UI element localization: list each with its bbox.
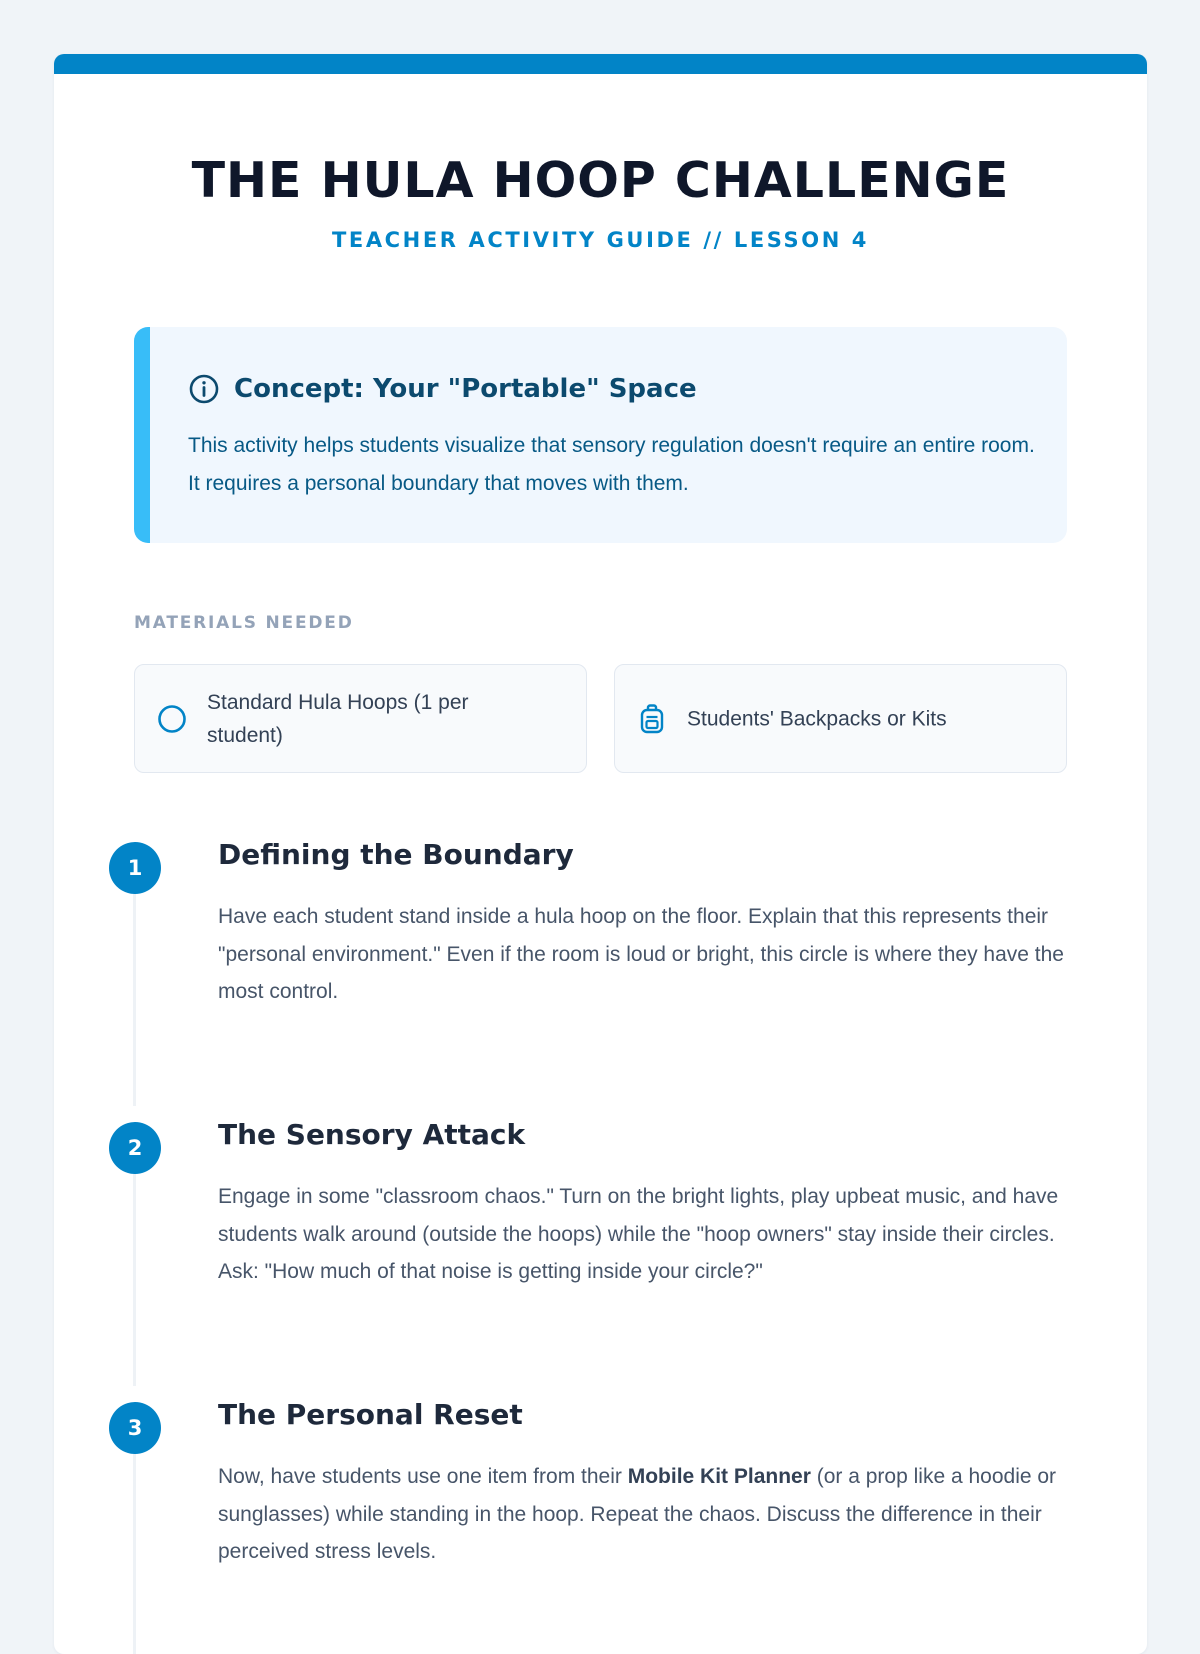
- step-description: Engage in some "classroom chaos." Turn on the bright lights, play upbeat music, and have students walk around (outside the hoops) while the "hoop owners" stay inside their circles. Ask: "How much of that noise is getting inside your circle?": [218, 1185, 1059, 1283]
- step-number-badge: 1: [109, 842, 161, 894]
- mobile-kit-planner-emphasis: Mobile Kit Planner: [627, 1465, 811, 1488]
- step-number-badge: 2: [109, 1122, 161, 1174]
- step-title: The Personal Reset: [218, 1398, 523, 1431]
- page-subtitle: TEACHER ACTIVITY GUIDE // LESSON 4: [331, 228, 870, 252]
- step-description-text: (or a prop like a hoodie or sunglasses) while standing in the hoop. Repeat the chaos. Discuss the difference in their perceived stress levels.: [218, 1465, 1057, 1563]
- page-title: THE HULA HOOP CHALLENGE: [191, 152, 1010, 209]
- info-icon: [188, 373, 220, 405]
- hoop-circle-icon: [155, 702, 189, 736]
- step-description-text: Now, have students use one item from their: [218, 1465, 628, 1488]
- concept-title: Concept: Your "Portable" Space: [234, 374, 697, 404]
- concept-header: [188, 373, 697, 405]
- material-item-backpacks: [614, 664, 1067, 773]
- step-description: [218, 1458, 1078, 1571]
- concept-callout: [134, 327, 1067, 543]
- step-title: The Sensory Attack: [218, 1118, 526, 1151]
- card-accent-bar: [54, 54, 1147, 74]
- material-item-label: Standard Hula Hoops (1 per student): [207, 690, 469, 747]
- step-description: Have each student stand inside a hula hoop on the floor. Explain that this represents their "personal environment." Even if the room is loud or bright, this circle is where they have the most control.: [218, 905, 1064, 1003]
- material-item-label: Students' Backpacks or Kits: [687, 707, 947, 730]
- backpack-icon: [635, 702, 669, 736]
- materials-heading: MATERIALS NEEDED: [134, 613, 354, 633]
- activity-guide-card: [54, 54, 1147, 1654]
- step-title: Defining the Boundary: [218, 838, 574, 871]
- step-number-badge: 3: [109, 1402, 161, 1454]
- concept-body: This activity helps students visualize that sensory regulation doesn't require an entire room. It requires a personal boundary that moves with them.: [188, 434, 1035, 495]
- material-item-hula-hoops: [134, 664, 587, 773]
